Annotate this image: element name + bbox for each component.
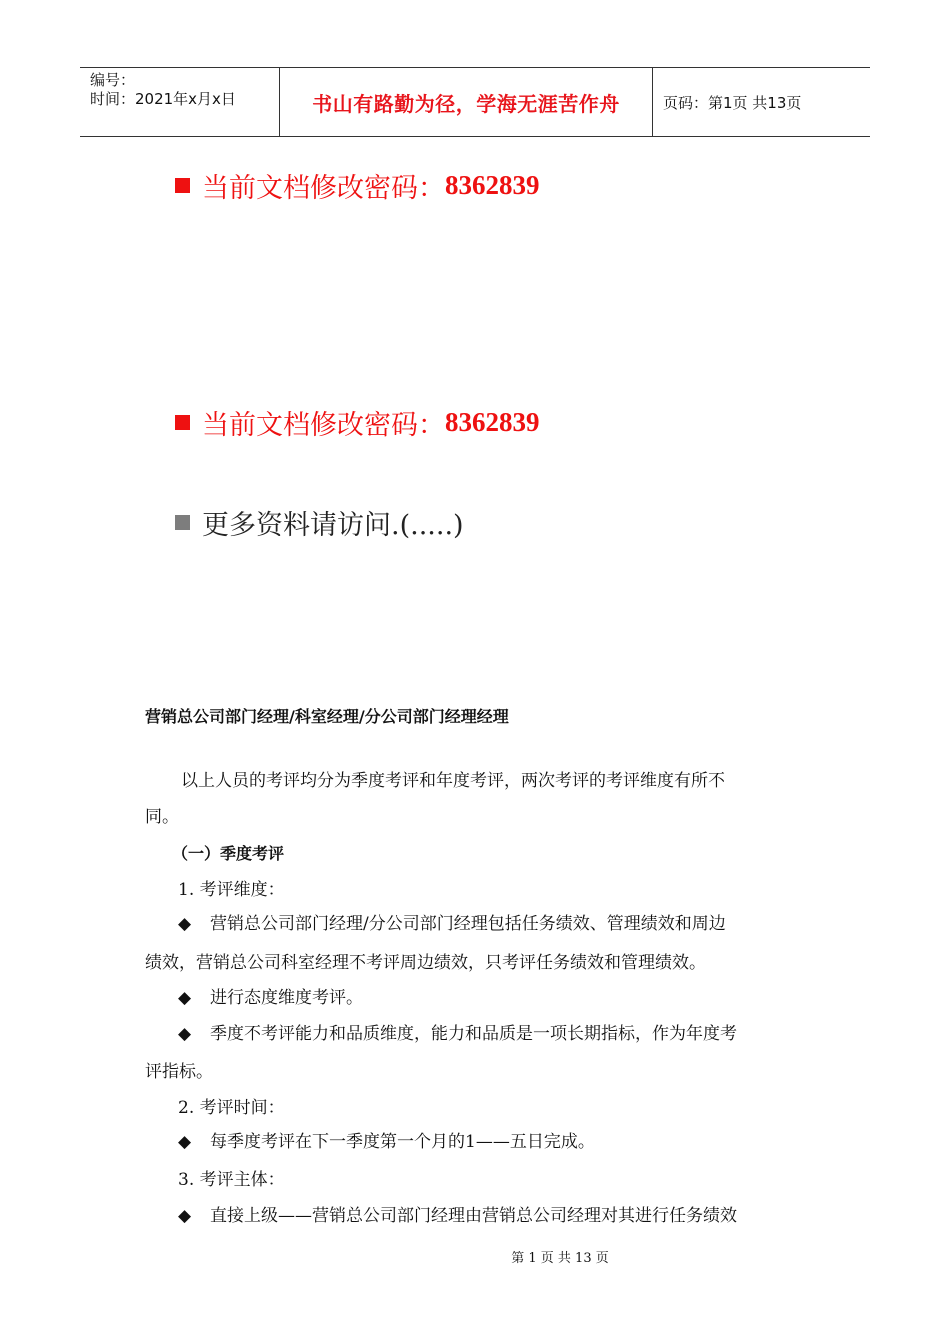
password-notice-2: [175, 403, 540, 442]
item-3: 3. 考评主体：: [178, 1170, 285, 1190]
section-title: 营销总公司部门经理/科室经理/分公司部门经理经理: [145, 707, 509, 726]
password-label-2: 当前文档修改密码：: [202, 410, 445, 441]
bullet-5-text: 直接上级——营销总公司部门经理由营销总公司经理对其进行任务绩效: [210, 1206, 737, 1226]
diamond-bullet-icon: ◆: [178, 1024, 192, 1044]
item-1: 1. 考评维度：: [178, 880, 285, 900]
bullet-2: [178, 987, 363, 1009]
diamond-bullet-icon: ◆: [178, 914, 192, 934]
bullet-4-text: 每季度考评在下一季度第一个月的1——五日完成。: [210, 1132, 595, 1152]
red-square-icon: [175, 415, 190, 430]
bullet-1-text: 营销总公司部门经理/分公司部门经理包括任务绩效、管理绩效和周边: [210, 914, 726, 934]
page-header: [80, 67, 870, 137]
bullet-2-text: 进行态度维度考评。: [210, 988, 363, 1008]
password-notice-1: [175, 166, 540, 205]
gray-square-icon: [175, 515, 190, 530]
page-footer: 第 1 页 共 13 页: [511, 1251, 609, 1266]
red-square-icon: [175, 178, 190, 193]
more-info-notice: [175, 503, 464, 542]
diamond-bullet-icon: ◆: [178, 988, 192, 1008]
subsection-heading: （一）季度考评: [172, 844, 285, 863]
header-page-info: 页码：第1页 共13页: [663, 93, 802, 112]
intro-line-1: 以上人员的考评均分为季度考评和年度考评，两次考评的考评维度有所不: [181, 771, 725, 791]
password-label-1: 当前文档修改密码：: [202, 173, 445, 204]
diamond-bullet-icon: ◆: [178, 1206, 192, 1226]
item-2: 2. 考评时间：: [178, 1098, 285, 1118]
header-number: 编号：: [90, 71, 136, 89]
bullet-1-line-2: 绩效，营销总公司科室经理不考评周边绩效，只考评任务绩效和管理绩效。: [145, 953, 706, 973]
bullet-1-line-1: [178, 913, 726, 935]
password-code-2: 8362839: [445, 407, 540, 437]
password-code-1: 8362839: [445, 170, 540, 200]
bullet-5: [178, 1205, 737, 1227]
header-motto: 书山有路勤为径，学海无涯苦作舟: [280, 68, 653, 136]
bullet-3-line-2: 评指标。: [145, 1062, 213, 1082]
intro-line-2: 同。: [145, 807, 179, 827]
bullet-4: [178, 1131, 595, 1153]
diamond-bullet-icon: ◆: [178, 1132, 192, 1152]
bullet-3-text: 季度不考评能力和品质维度，能力和品质是一项长期指标，作为年度考: [210, 1024, 737, 1044]
header-time: 时间：2021年x月x日: [90, 90, 236, 108]
more-info-label: 更多资料请访问.(.....): [202, 510, 464, 541]
bullet-3-line-1: [178, 1023, 737, 1045]
header-meta: [80, 68, 280, 136]
